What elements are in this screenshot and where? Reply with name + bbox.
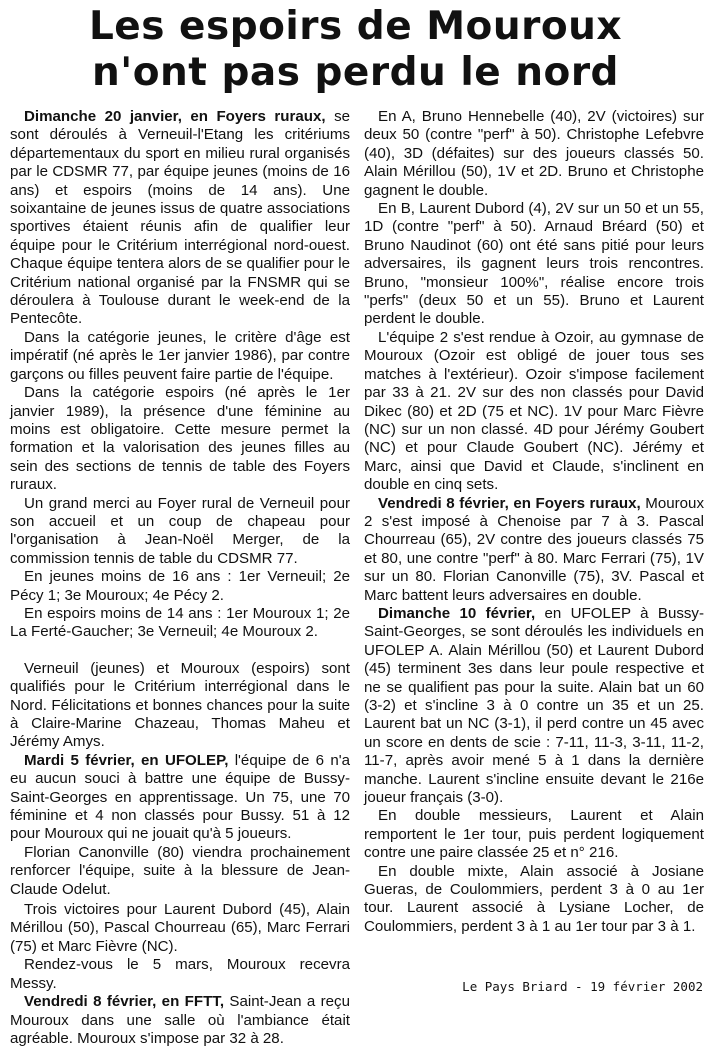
paragraph-text: En A, Bruno Hennebelle (40), 2V (victoires) sur deux 50 (contre "perf" à 50). Christophe Lefebvre (40), 3D (défaites) sur des joueurs classés 50. Alain Mérillou (50), 1V et 2D. Bruno et Christophe gagnent le double.	[364, 108, 704, 199]
paragraph	[10, 329, 350, 384]
paragraph-text: Verneuil (jeunes) et Mouroux (espoirs) sont qualifiés pour le Critérium interrégional dans le Nord. Félicitations et bonnes chances pour la suite à Claire-Marine Chazeau, Thomas Maheu et Jérémy Amys.	[10, 659, 350, 751]
paragraph	[364, 108, 704, 200]
paragraph-text: Dans la catégorie jeunes, le critère d'âge est impératif (né après le 1er janvier 1986), par contre garçons ou filles peuvent faire partie de l'équipe.	[10, 328, 350, 383]
paragraph	[10, 384, 350, 494]
paragraph	[10, 568, 350, 605]
paragraph-text: En double mixte, Alain associé à Josiane Gueras, de Coulommiers, perdent 3 à 0 au 1er tour. Laurent associé à Lysiane Locher, de Coulommiers, perdent 3 à 1 au 1er tour par 3 à 1.	[364, 862, 704, 935]
paragraph	[10, 660, 350, 752]
article-title-line-2: n'ont pas perdu le nord	[92, 50, 619, 95]
paragraph-text: En jeunes moins de 16 ans : 1er Verneuil; 2e Pécy 1; 3e Mouroux; 4e Pécy 2.	[10, 568, 350, 604]
paragraph-lead: Dimanche 10 février,	[378, 604, 536, 622]
paragraph-text: Rendez-vous le 5 mars, Mouroux recevra Messy.	[10, 956, 350, 992]
paragraph	[10, 752, 350, 844]
paragraph-text: En double messieurs, Laurent et Alain remportent le 1er tour, puis perdent logiquement contre une paire classée 25 et n° 216.	[364, 807, 704, 862]
paragraph-text: l'équipe de 6 n'a eu aucun souci à battre une équipe de Bussy-Saint-Georges en apprentissage. Un 75, une 70 féminine et 4 non classés pour Bussy. 51 à 12 pour Mouroux qui ne jouait qu'à 5 joueurs.	[10, 751, 350, 843]
paragraph	[364, 807, 704, 862]
paragraph	[10, 844, 350, 899]
left-column	[10, 108, 350, 1048]
paragraph	[364, 605, 704, 807]
paragraph-text: En B, Laurent Dubord (4), 2V sur un 50 et un 55, 1D (contre "perf" à 50). Arnaud Bréard (50) et Bruno Naudinot (60) ont été sans pitié pour leurs adversaires, ils gagnent leurs trois rencontres. Bruno, "monsieur 100%", réalise encore trois "perfs" (deux 50 et un 55). Bruno et Laurent perdent le double.	[364, 200, 704, 328]
paragraph	[10, 956, 350, 993]
paragraph-lead: Vendredi 8 février, en FFTT,	[24, 993, 225, 1011]
paragraph-text: Trois victoires pour Laurent Dubord (45), Alain Mérillou (50), Pascal Chourreau (65), Marc Ferrari (75) et Marc Fièvre (NC).	[10, 901, 350, 955]
paragraph-lead: Vendredi 8 février, en Foyers ruraux,	[378, 494, 641, 512]
paragraph-text: en UFOLEP à Bussy-Saint-Georges, se sont déroulés les individuels en UFOLEP A. Alain Mérillou (50) et Laurent Dubord (45) terminent 3es dans leur poule respective et ne se qualifient pas pour la suite. Alain bat un 60 (3-2) et s'incline 3 à 0 contre un 35 et un 25. Laurent bat un NC (3-1), il perd contre un 45 avec un score en dents de scie : 7-11, 11-3, 3-11, 11-2, 11-7, après avoir mené 5 à 1 dans la dernière manche. Laurent s'incline ensuite devant le 216e joueur français (3-0).	[364, 604, 705, 807]
paragraph	[364, 200, 704, 329]
right-column	[364, 108, 704, 936]
paragraph-text: Saint-Jean a reçu Mouroux dans une salle où l'ambiance était agréable. Mouroux s'impose par 32 à 28.	[10, 993, 350, 1047]
paragraph	[364, 863, 704, 937]
source-credit: Le Pays Briard - 19 février 2002	[462, 979, 703, 994]
paragraph	[364, 495, 704, 605]
paragraph-text: Florian Canonville (80) viendra prochainement renforcer l'équipe, suite à la blessure de Jean-Claude Odelut.	[10, 843, 350, 898]
paragraph	[364, 329, 704, 495]
paragraph	[10, 605, 350, 642]
paragraph-text: L'équipe 2 s'est rendue à Ozoir, au gymnase de Mouroux (Ozoir est obligé de jouer tous ses matches à l'extérieur). Ozoir s'impose facilement par 33 à 21. 2V sur des non classés pour David Dikec (80) et 2D (75 et NC). 1V pour Marc Fièvre (NC) sur un non classé. 4D pour Jérémy Goubert (NC) et pour Claude Goubert (NC). Jérémy et Marc, ainsi que David et Claude, s'inclinent en double en cinq sets.	[364, 328, 704, 494]
paragraph-text: se sont déroulés à Verneuil-l'Etang les critériums départementaux du sport en milieu rural organisés par le CDSMR 77, par équipe jeunes (moins de 16 ans) et espoirs (moins de 14 ans). Une soixantaine de jeunes issus de quatre associations sportives étaient réunis afin de qualifier leur équipe pour le Critérium interrégional nord-ouest. Chaque équipe tentera alors de se qualifier pour le Critérium national organisé par la FNSMR qui se déroulera à Toulouse durant le week-end de la Pentecôte.	[10, 108, 351, 328]
paragraph	[10, 108, 350, 329]
article-title-line-1: Les espoirs de Mouroux	[88, 4, 623, 49]
paragraph-text: En espoirs moins de 14 ans : 1er Mouroux 1; 2e La Ferté-Gaucher; 3e Verneuil; 4e Mouroux 2.	[10, 604, 350, 641]
paragraph-lead: Dimanche 20 janvier, en Foyers ruraux,	[24, 108, 326, 125]
paragraph-text: Un grand merci au Foyer rural de Verneuil pour son accueil et un coup de chapeau pour l'organisation à Jean-Noël Merger, de la commission tennis de table du CDSMR 77.	[10, 494, 350, 567]
paragraph-text: Mouroux 2 s'est imposé à Chenoise par 7 à 3. Pascal Chourreau (65), 2V contre des joueurs classés 75 et 80, une contre "perf" à 80. Marc Ferrari (75), 1V sur un 80. Florian Canonville (75), 3V. Pascal et Marc battent leurs adversaires en double.	[364, 494, 704, 604]
paragraph	[10, 993, 350, 1048]
paragraph-text: Dans la catégorie espoirs (né après le 1er janvier 1989), la présence d'une féminine au moins est obligatoire. Cette mesure permet la formation et la valorisation des jeunes filles au sein des sections de tennis de table des Foyers ruraux.	[10, 384, 350, 494]
paragraph	[10, 901, 350, 956]
paragraph	[10, 495, 350, 569]
paragraph-lead: Mardi 5 février, en UFOLEP,	[24, 751, 229, 769]
article-title	[0, 4, 711, 96]
